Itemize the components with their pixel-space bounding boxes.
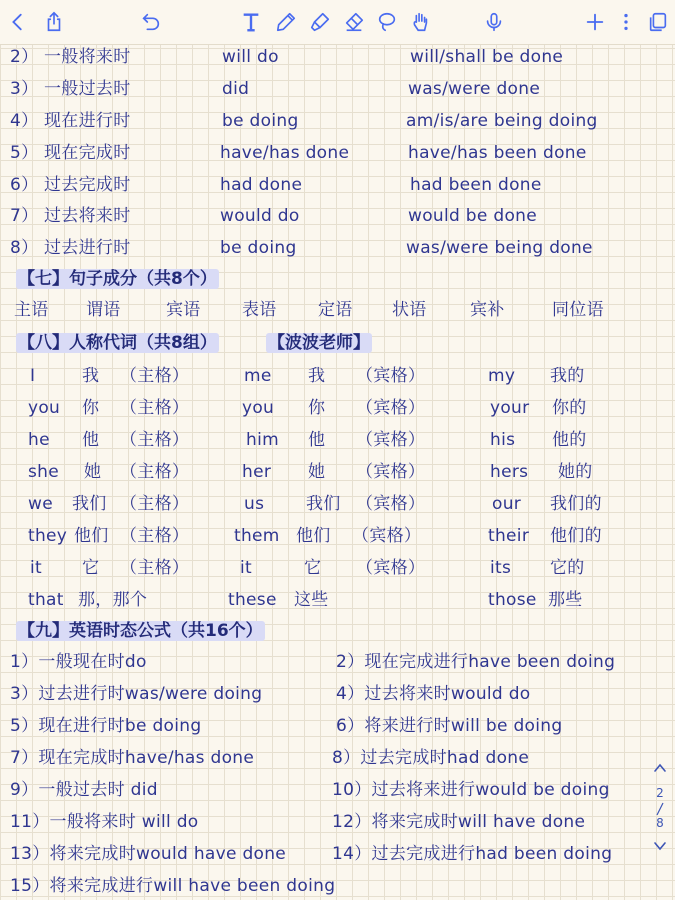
- subject-pronoun: I: [30, 366, 36, 386]
- tense-active: would do: [220, 206, 300, 226]
- object-case: （宾格）: [356, 558, 426, 578]
- tense-number: 5）: [10, 143, 39, 163]
- possessive-cn: 她的: [558, 462, 593, 482]
- subject-case: （主格）: [120, 430, 190, 450]
- component-item: 宾语: [166, 300, 201, 320]
- component-item: 状语: [392, 300, 427, 320]
- object-case: （宾格）: [356, 494, 426, 514]
- formula-item: 4）过去将来时would do: [336, 684, 531, 704]
- current-page: 2: [656, 786, 664, 800]
- subject-case: （主格）: [120, 366, 190, 386]
- undo-icon[interactable]: [137, 8, 165, 36]
- tense-name: 过去将来时: [44, 206, 131, 226]
- subject-case: （主格）: [120, 526, 190, 546]
- lasso-icon[interactable]: [373, 8, 401, 36]
- tense-passive: was/were done: [408, 79, 541, 99]
- possessive-cn: 他们的: [550, 526, 602, 546]
- toolbar: [0, 0, 675, 45]
- tense-number: 2）: [10, 47, 39, 67]
- tense-name: 一般将来时: [44, 47, 131, 67]
- tense-number: 8）: [10, 238, 39, 258]
- formula-item: 8）过去完成时had done: [332, 748, 530, 768]
- object-pronoun: her: [242, 462, 272, 482]
- subject-cn: 他: [82, 430, 100, 450]
- possessive-cn: 他的: [552, 430, 587, 450]
- formula-item: 6）将来进行时will be doing: [336, 716, 563, 736]
- teacher-tag: 【波波老师】: [268, 333, 370, 353]
- tense-name: 现在完成时: [44, 143, 131, 163]
- object-pronoun: you: [242, 398, 275, 418]
- object-cn: 她: [308, 462, 326, 482]
- tense-number: 4）: [10, 111, 39, 131]
- back-icon[interactable]: [4, 8, 32, 36]
- possessive-pronoun: your: [490, 398, 530, 418]
- formula-item: 12）将来完成时will have done: [332, 812, 586, 832]
- section-title: 【七】句子成分（共8个）: [18, 269, 217, 289]
- page-navigator: [648, 760, 672, 855]
- possessive-pronoun: my: [488, 366, 516, 386]
- component-item: 定语: [318, 300, 353, 320]
- object-cn: 我: [308, 366, 326, 386]
- subject-case: （主格）: [120, 494, 190, 514]
- tense-number: 7）: [10, 206, 39, 226]
- subject-pronoun: you: [28, 398, 61, 418]
- formula-item: 5）现在进行时be doing: [10, 716, 202, 736]
- object-pronoun: them: [234, 526, 280, 546]
- tense-passive: am/is/are being doing: [406, 111, 598, 131]
- formula-item: 13）将来完成时would have done: [10, 844, 287, 864]
- subject-cn: 你: [82, 398, 100, 418]
- object-cn: 它: [304, 558, 322, 578]
- object-pronoun: it: [240, 558, 252, 578]
- object-case: （宾格）: [352, 526, 422, 546]
- possessive-pronoun: their: [488, 526, 530, 546]
- object-pronoun: us: [244, 494, 265, 514]
- section-tag: [266, 332, 372, 354]
- possessive-cn: 你的: [552, 398, 587, 418]
- object-cn: 他: [308, 430, 326, 450]
- object-case: （宾格）: [356, 430, 426, 450]
- possessive-cn: 我的: [550, 366, 585, 386]
- microphone-icon[interactable]: [480, 8, 508, 36]
- section-title: 【九】英语时态公式（共16个）: [18, 621, 263, 641]
- section-heading: [16, 620, 265, 642]
- subject-case: （主格）: [120, 398, 190, 418]
- object-cn: 你: [308, 398, 326, 418]
- tense-active: had done: [220, 175, 303, 195]
- tense-passive: would be done: [408, 206, 537, 226]
- possessive-cn: 它的: [550, 558, 585, 578]
- demonstrative-cn: 那些: [548, 590, 583, 610]
- section-heading: [16, 332, 219, 354]
- formula-item: 7）现在完成时have/has done: [10, 748, 255, 768]
- chevron-down-icon[interactable]: [652, 838, 668, 852]
- share-icon[interactable]: [40, 8, 68, 36]
- possessive-pronoun: its: [490, 558, 512, 578]
- tense-name: 过去进行时: [44, 238, 131, 258]
- tense-passive: was/were being done: [406, 238, 593, 258]
- section-heading: [16, 268, 219, 290]
- subject-case: （主格）: [120, 462, 190, 482]
- subject-pronoun: he: [28, 430, 50, 450]
- subject-cn: 我们: [72, 494, 107, 514]
- possessive-cn: 我们的: [550, 494, 602, 514]
- demonstrative-word: these: [228, 590, 277, 610]
- hand-icon[interactable]: [406, 8, 434, 36]
- formula-item: 2）现在完成进行have been doing: [336, 652, 616, 672]
- object-case: （宾格）: [356, 462, 426, 482]
- tense-name: 现在进行时: [44, 111, 131, 131]
- object-cn: 他们: [296, 526, 331, 546]
- possessive-pronoun: our: [492, 494, 522, 514]
- component-item: 主语: [14, 300, 49, 320]
- formula-item: 9）一般过去时 did: [10, 780, 158, 800]
- tense-active: will do: [222, 47, 279, 67]
- subject-pronoun: it: [30, 558, 42, 578]
- formula-item: 11）一般将来时 will do: [10, 812, 199, 832]
- formula-item: 1）一般现在时do: [10, 652, 147, 672]
- pen-icon[interactable]: [272, 8, 300, 36]
- demonstrative-cn: 这些: [294, 590, 329, 610]
- subject-cn: 我: [82, 366, 100, 386]
- demonstrative-word: that: [28, 590, 64, 610]
- pages-icon[interactable]: [644, 8, 672, 36]
- object-case: （宾格）: [356, 366, 426, 386]
- chevron-up-icon[interactable]: [652, 760, 668, 774]
- tense-active: have/has done: [220, 143, 350, 163]
- tense-name: 一般过去时: [44, 79, 131, 99]
- component-item: 同位语: [552, 300, 604, 320]
- object-case: （宾格）: [356, 398, 426, 418]
- subject-cn: 它: [82, 558, 100, 578]
- text-tool-icon[interactable]: [237, 8, 265, 36]
- tense-name: 过去完成时: [44, 175, 131, 195]
- page-divider: [652, 802, 668, 816]
- tense-active: did: [222, 79, 250, 99]
- highlighter-icon[interactable]: [306, 8, 334, 36]
- object-pronoun: him: [246, 430, 279, 450]
- tense-number: 6）: [10, 175, 39, 195]
- possessive-pronoun: hers: [490, 462, 529, 482]
- section-title: 【八】人称代词（共8组）: [18, 333, 217, 353]
- subject-cn: 她: [84, 462, 102, 482]
- component-item: 谓语: [86, 300, 121, 320]
- possessive-pronoun: his: [490, 430, 516, 450]
- tense-number: 3）: [10, 79, 39, 99]
- total-pages: 8: [656, 816, 664, 830]
- subject-pronoun: we: [28, 494, 53, 514]
- eraser-icon[interactable]: [340, 8, 368, 36]
- formula-item: 15）将来完成进行will have been doing: [10, 876, 336, 896]
- subject-pronoun: they: [28, 526, 68, 546]
- more-icon[interactable]: [612, 8, 640, 36]
- component-item: 表语: [242, 300, 277, 320]
- tense-active: be doing: [220, 238, 297, 258]
- formula-item: 10）过去将来进行would be doing: [332, 780, 610, 800]
- formula-item: 3）过去进行时was/were doing: [10, 684, 263, 704]
- demonstrative-cn: 那，那个: [78, 590, 148, 610]
- subject-pronoun: she: [28, 462, 59, 482]
- add-icon[interactable]: [581, 8, 609, 36]
- tense-active: be doing: [222, 111, 299, 131]
- subject-cn: 他们: [74, 526, 109, 546]
- tense-passive: have/has been done: [408, 143, 587, 163]
- formula-item: 14）过去完成进行had been doing: [332, 844, 613, 864]
- tense-passive: had been done: [410, 175, 542, 195]
- tense-passive: will/shall be done: [410, 47, 564, 67]
- demonstrative-word: those: [488, 590, 537, 610]
- object-cn: 我们: [306, 494, 341, 514]
- subject-case: （主格）: [120, 558, 190, 578]
- component-item: 宾补: [470, 300, 505, 320]
- object-pronoun: me: [244, 366, 272, 386]
